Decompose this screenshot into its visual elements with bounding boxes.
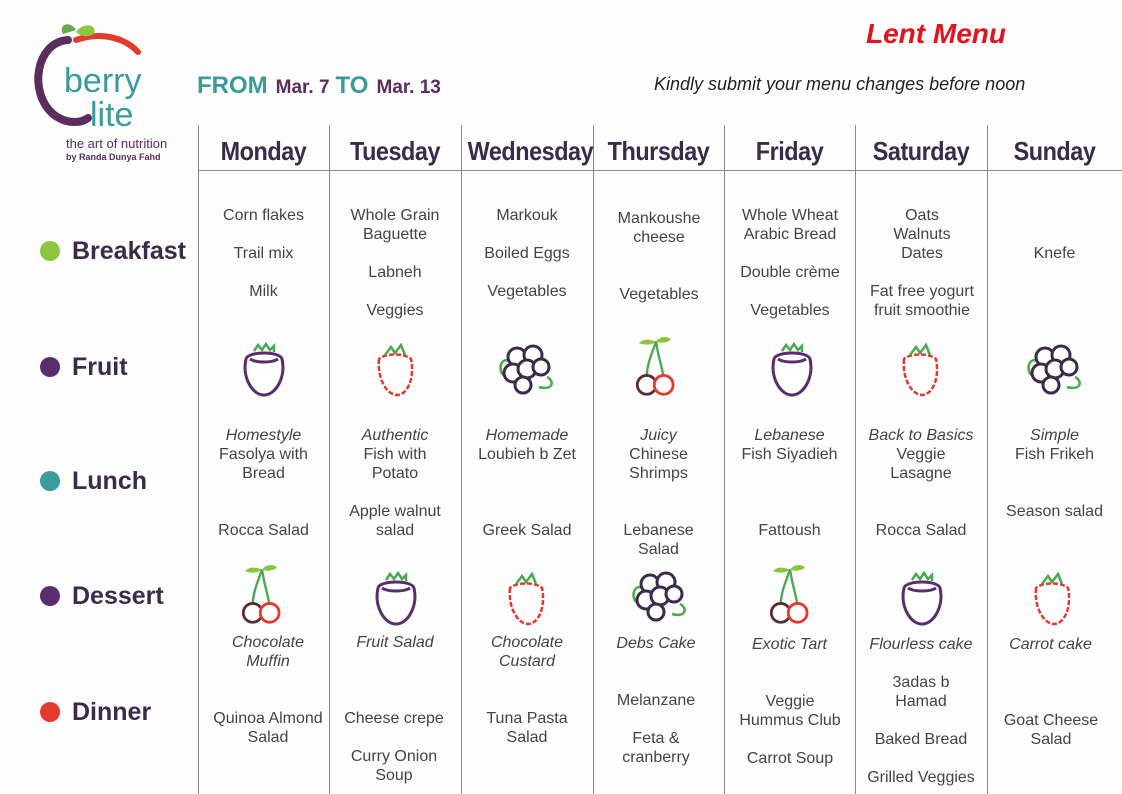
lunch-side: Apple walnut salad (349, 503, 441, 539)
fig-icon (892, 566, 952, 630)
raspberry-icon (365, 337, 425, 401)
dessert-sunday: Carrot cake (1009, 636, 1092, 653)
logo-berry-text: berry (64, 62, 142, 100)
menu-item: Baked Bread (874, 731, 968, 748)
menu-item: Tuna Pasta Salad (486, 710, 568, 746)
lunch-lead: Homestyle (225, 427, 302, 444)
dinner-sunday (997, 711, 1105, 749)
lunch-monday (198, 426, 329, 540)
logo-tagline: the art of nutrition (66, 136, 168, 151)
dessert-wednesday: Chocolate Custard (490, 634, 564, 670)
lunch-lead: Authentic (361, 427, 429, 444)
lunch-side: Greek Salad (482, 522, 572, 539)
menu-item: 3adas b Hamad (892, 674, 950, 710)
logo-lite-text: lite (90, 96, 134, 134)
menu-item: Fat free yogurt fruit smoothie (869, 283, 975, 319)
lunch-lead: Juicy (640, 427, 677, 444)
lunch-main: Veggie Lasagne (890, 446, 952, 482)
meal-label-dessert (40, 578, 164, 614)
menu-item: Whole Grain Baguette (350, 207, 440, 243)
to-date: Mar. 13 (376, 77, 441, 98)
cherries-icon (628, 334, 688, 398)
raspberry-icon (496, 566, 556, 630)
menu-item: Trail mix (233, 245, 294, 262)
menu-item: Corn flakes (223, 207, 304, 224)
lunch-wednesday (461, 426, 593, 540)
breakfast-tuesday (340, 206, 450, 320)
lunch-lead: Homemade (485, 427, 569, 444)
menu-item: Boiled Eggs (484, 245, 570, 262)
menu-item: Mankoushe cheese (617, 210, 701, 246)
from-date: Mar. 7 (275, 77, 330, 98)
menu-item: Quinoa Almond Salad (213, 710, 323, 746)
lunch-tuesday (329, 426, 461, 540)
menu-item: Oats Walnuts Dates (893, 207, 951, 262)
berry-lite-logo (28, 22, 168, 172)
to-label: TO (335, 72, 369, 99)
lunch-side: Fattoush (758, 522, 821, 539)
lunch-friday (724, 426, 855, 540)
date-range (197, 72, 447, 100)
fig-icon (366, 566, 426, 630)
meal-label-text: Dinner (72, 697, 152, 726)
meal-label-text: Breakfast (72, 236, 186, 265)
menu-item: Vegetables (487, 283, 567, 300)
dessert-tuesday: Fruit Salad (356, 634, 434, 651)
menu-item: Melanzane (616, 692, 696, 709)
dinner-dot-icon (40, 702, 60, 722)
menu-item: Grilled Veggies (867, 769, 975, 786)
logo-mark (28, 22, 168, 137)
day-header-friday: Friday (755, 136, 824, 166)
logo-byline: by Randa Dunya Fahd (66, 152, 161, 162)
lunch-side: Season salad (1006, 503, 1103, 520)
lunch-side: Rocca Salad (218, 522, 309, 539)
lunch-thursday (593, 426, 724, 559)
header-divider (198, 170, 1122, 171)
lunch-main: Loubieh b Zet (478, 446, 576, 463)
fig-icon (762, 337, 822, 401)
lunch-lead: Lebanese (754, 427, 825, 444)
lunch-main: Chinese Shrimps (629, 446, 688, 482)
menu-item: Whole Wheat Arabic Bread (741, 207, 839, 243)
day-header-tuesday: Tuesday (349, 136, 441, 166)
lunch-side: Lebanese Salad (623, 522, 694, 558)
blueberries-icon (628, 564, 688, 628)
cherries-icon (234, 562, 294, 626)
day-header-sunday: Sunday (1013, 136, 1096, 166)
raspberry-icon (1022, 566, 1082, 630)
lunch-main: Fish Frikeh (1014, 446, 1095, 463)
lunch-main: Fish Siyadieh (741, 446, 838, 463)
breakfast-sunday (987, 244, 1122, 263)
lunch-lead: Back to Basics (868, 427, 974, 444)
meal-label-breakfast (40, 233, 186, 269)
blueberries-icon (1023, 337, 1083, 401)
day-header-monday: Monday (220, 136, 307, 166)
menu-item: Double crème (740, 264, 840, 281)
lunch-main: Fasolya with Bread (219, 446, 308, 482)
menu-item: Veggies (366, 302, 424, 319)
menu-item: Goat Cheese Salad (1003, 712, 1099, 748)
menu-item: Labneh (368, 264, 422, 281)
submission-notice: Kindly submit your menu changes before noon (654, 74, 1026, 94)
menu-item: Curry Onion Soup (350, 748, 438, 784)
dessert-friday: Exotic Tart (752, 636, 827, 653)
day-header-wednesday: Wednesday (467, 136, 594, 166)
breakfast-dot-icon (40, 241, 60, 261)
dinner-friday (735, 692, 845, 768)
dinner-monday (203, 709, 333, 747)
lunch-lead: Simple (1030, 427, 1079, 444)
dinner-tuesday (339, 709, 449, 785)
menu-item: Veggie Hummus Club (739, 693, 841, 729)
dinner-saturday (855, 673, 987, 787)
lunch-side: Rocca Salad (875, 522, 967, 539)
breakfast-saturday (868, 206, 976, 320)
lunch-main: Fish with Potato (363, 446, 427, 482)
menu-item: Cheese crepe (344, 710, 444, 727)
dinner-wednesday (476, 709, 578, 747)
breakfast-monday (198, 206, 329, 301)
breakfast-thursday (613, 209, 705, 304)
day-header-saturday: Saturday (872, 136, 970, 166)
day-header-thursday: Thursday (607, 136, 710, 166)
dinner-thursday (610, 691, 702, 767)
meal-label-dinner (40, 694, 151, 730)
meal-label-lunch (40, 463, 147, 499)
meal-label-text: Lunch (72, 466, 147, 495)
menu-item: Feta & cranberry (622, 730, 690, 766)
lunch-dot-icon (40, 471, 60, 491)
from-label: FROM (197, 72, 268, 99)
menu-item: Carrot Soup (746, 750, 834, 767)
breakfast-friday (735, 206, 845, 320)
menu-item: Vegetables (619, 286, 699, 303)
fruit-dot-icon (40, 357, 60, 377)
raspberry-icon (890, 337, 950, 401)
meal-label-fruit (40, 349, 128, 385)
lunch-sunday (987, 426, 1122, 521)
menu-item: Markouk (496, 207, 558, 224)
breakfast-wednesday (461, 206, 593, 301)
menu-item: Vegetables (750, 302, 830, 319)
fig-icon (234, 337, 294, 401)
meal-label-text: Fruit (72, 352, 128, 381)
menu-item: Knefe (1033, 245, 1076, 262)
meal-label-text: Dessert (72, 581, 164, 610)
menu-title: Lent Menu (866, 18, 1006, 49)
blueberries-icon (495, 337, 555, 401)
menu-item: Milk (249, 283, 278, 300)
dessert-saturday: Flourless cake (869, 636, 973, 653)
dessert-dot-icon (40, 586, 60, 606)
dessert-thursday: Debs Cake (616, 635, 696, 652)
lunch-saturday (855, 426, 987, 540)
dessert-monday: Chocolate Muffin (231, 634, 305, 670)
cherries-icon (762, 562, 822, 626)
